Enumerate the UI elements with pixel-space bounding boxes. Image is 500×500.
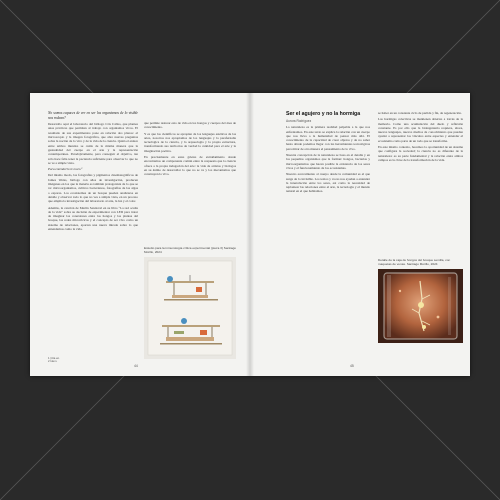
right-column-1 — [286, 111, 370, 356]
artwork-photo — [144, 257, 236, 359]
section-heading: Ser el agujero y no la hormiga — [286, 111, 361, 117]
left-column-1 — [48, 111, 138, 356]
paragraph: Del mismo modo, las fotografías y pigmentos cinematográficos de James Weiss, biólogo con años de investigación, producen imágenes en los que la materia es también protagonista de lo que se ve: microorganismos, cultivos bacterianos, fotografías de las algas o esporas. Los ecosistemas de un bosque pueden analizarse en detalle y observar todo lo que no ves a simple vista, en un proceso que amplía la investigación del laboratorio al arte, la luz y el color. — [48, 173, 138, 204]
page-number: 45 — [350, 364, 354, 368]
pull-quote: No somos capaces de ver en ser los organismos de lo visible nos rodean? — [48, 111, 138, 120]
footnotes — [48, 357, 60, 364]
paragraph: En este mismo contexto, hacemos la oportunidad de un sistema que configura la sociedad; la ciencia no es diferente de la naturaleza: es su parte fundamental y la relación entre ambos campos es la clave de la transformación de la vida. — [378, 145, 463, 162]
author-name: Aurora Rodríguez — [286, 119, 312, 123]
specimen-photo — [378, 269, 463, 343]
paragraph: Nuestra concepción de la naturaleza se basa en el detalle y en los pequeños organismos que la forman: hongos, bacterias y microorganismos que hacen posible la existencia de los seres vivos y el funcionamiento de los ecosistemas. — [286, 153, 370, 170]
paragraph: Además, la canción de Martín Sandoval en su libro “La red oculta de la vida” sobre su decisión de experimentar con LED para tratar de imaginar las conexiones entre los hongos y las plantas del bosque, las redes micorrícicas y el concepto de ser vivo como un sistema de relaciones, aportan una nueva mirada sobre lo que entendemos como la vida. — [48, 205, 138, 232]
figure-caption: Estudio para la inmunología crítica experimental (pieza 3) Santiago Morillo, 2024 — [144, 246, 237, 254]
paragraph: Y es que los científicos se apropian de los lenguajes estéticos de las artes, nosotros nos apropiamos de los lenguajes y la parafernalia tecnológica de la ciencia, y la arqueología y la propia estructura, transformando sus territorios de verdad la cantidad para el arte y la imaginación poética. — [144, 131, 236, 153]
paragraph: En precisamente en estas grietas de extrañamiento donde encontramos un componente común entre la respuesta que la ciencia ofrece a la propia indagación del arte: la vida de artistas y biólogos en su ánimo de desarrollar lo que no se ve y los mecanismos que construyen lo vivo. — [144, 155, 236, 177]
left-column-2 — [144, 121, 236, 246]
paragraph: La naturaleza es la primera realidad palpable a la que nos enfrentamos. En este texto se explica la relación con un cuerpo que nos lleva a la humanidad de pensar más allá. El conocimiento de la capacidad de crear objetos y de no saber hasta dónde podemos llegar con las herramientas tecnológicas para mirar de otra manera el pensamiento de lo vivo. — [286, 125, 370, 151]
paragraph: que permite rastrear esto de vida en los hongos y cuerpos del área de conocimiento. — [144, 121, 236, 130]
footnote: 2 Ídem. — [48, 359, 58, 364]
paragraph: Las hormigas colectivas se mantienen abiertas a través de la memoria. Como una acumulación del duelo y reflexión constante. Es por ello que la bioingeniería requiere, ahora, nuevos lenguajes, nuevos medios de conocimiento que puedan ayudar a representar los vínculos entre especies y entender el ecosistema como parte de un todo que se transforma. — [378, 117, 463, 143]
right-page — [250, 93, 470, 376]
book-spread — [30, 93, 470, 376]
footnote: 1 Cita en. — [48, 356, 60, 360]
figure-caption: Detalle de la caja de hongos del bosque semilla, con maquetas de venas. Santiago Morillo, 2024 — [378, 258, 451, 266]
paragraph: Nuestro acercamiento al cuerpo desde la comunidad es el que surge de lo invisible. Los textos y voces nos ayudan a entender la interrelación entre los seres, así como la necesidad de replantear las relaciones entre el arte, la tecnología y el mundo natural en el que habitamos. — [286, 172, 370, 194]
paragraph: Desarrollo aquí el laboratorio del biólogo Cris Callao, que plantea unas prácticas que permiten al trabajo con organismos vivos. El resultado de sus experimentos pone en relación dos planos: el microscopio y la imagen fotográfica, que abre nuevas preguntas sobre la noción de lo vivo y de la vida de la ciencia. Quizá el enlace entre ambos mundos se cuida de la misma manera que la gestualidad del cuerpo en el arte y la representación contemporánea. Paradójicamente, para conseguir el objetivo, tan sólo hace falta tener la paciencia suficiente para observar lo que no se ve a simple vista. — [48, 122, 138, 165]
left-page — [30, 93, 250, 376]
centered-line: Para entenderlo le muro.² — [48, 167, 83, 172]
paragraph: se haber en un constante ciclo de partida y fin, de regeneración. — [378, 111, 462, 115]
right-column-2 — [378, 111, 463, 251]
page-number: 44 — [134, 364, 138, 368]
